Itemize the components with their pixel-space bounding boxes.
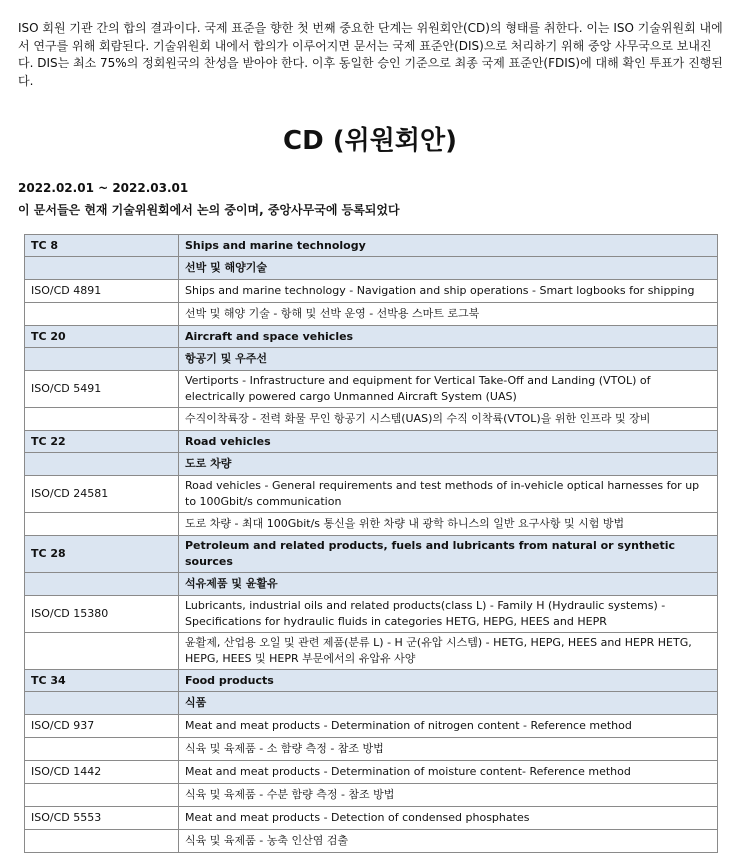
- document-title-ko: 윤활제, 산업용 오일 및 관련 제품(분류 L) - H 군(유압 시스템) - HETG, HEPG, HEES and HEPR HETG, HEPG, HEES 및 HEPR 부문에서의 유압유 사양: [179, 633, 718, 670]
- document-id: ISO/CD 937: [25, 715, 179, 738]
- document-korean-row: [25, 784, 718, 807]
- committee-name-en: Aircraft and space vehicles: [179, 326, 718, 348]
- empty-cell: [25, 573, 179, 596]
- committee-row: [25, 536, 718, 573]
- committee-code: TC 22: [25, 431, 179, 453]
- document-title-en: Meat and meat products - Determination of moisture content- Reference method: [179, 761, 718, 784]
- document-id: ISO/CD 1442: [25, 761, 179, 784]
- committee-name-en: Food products: [179, 670, 718, 692]
- committee-code: TC 20: [25, 326, 179, 348]
- document-title-en: Vertiports - Infrastructure and equipment for Vertical Take-Off and Landing (VTOL) of electrically powered cargo Unmanned Aircraft System (UAS): [179, 371, 718, 408]
- committee-row: [25, 235, 718, 257]
- document-title-ko: 수직이착륙장 - 전력 화물 무인 항공기 시스템(UAS)의 수직 이착륙(VTOL)을 위한 인프라 및 장비: [179, 408, 718, 431]
- document-row: [25, 371, 718, 408]
- empty-cell: [25, 633, 179, 670]
- committee-korean-row: [25, 348, 718, 371]
- document-title-en: Meat and meat products - Detection of condensed phosphates: [179, 807, 718, 830]
- empty-cell: [25, 784, 179, 807]
- document-row: [25, 476, 718, 513]
- document-id: ISO/CD 24581: [25, 476, 179, 513]
- committee-korean-row: [25, 573, 718, 596]
- committee-name-ko: 식품: [179, 692, 718, 715]
- empty-cell: [25, 738, 179, 761]
- intro-paragraph: ISO 회원 기관 간의 합의 결과이다. 국제 표준을 향한 첫 번째 중요한 단계는 위원회안(CD)의 형태를 취한다. 이는 ISO 기술위원회 내에서 연구를 위해 회람된다. 기술위원회 내에서 합의가 이루어지면 문서는 국제 표준안(DIS)으로 처리하기 위해 중앙 사무국으로 보내진다. DIS는 최소 75%의 정회원국의 찬성을 받아야 한다. 이후 동일한 승인 기준으로 최종 국제 표준안(FDIS)에 대해 확인 투표가 진행된다.: [18, 21, 723, 88]
- committee-korean-row: [25, 257, 718, 280]
- document-korean-row: [25, 738, 718, 761]
- document-title-ko: 식육 및 육제품 - 수분 함량 측정 - 참조 방법: [179, 784, 718, 807]
- document-title-en: Meat and meat products - Determination of nitrogen content - Reference method: [179, 715, 718, 738]
- document-id: ISO/CD 5553: [25, 807, 179, 830]
- document-title-en: Ships and marine technology - Navigation and ship operations - Smart logbooks for shipping: [179, 280, 718, 303]
- document-title-ko: 선박 및 해양 기술 - 항해 및 선박 운영 - 선박용 스마트 로그북: [179, 303, 718, 326]
- empty-cell: [25, 453, 179, 476]
- document-korean-row: [25, 513, 718, 536]
- committee-code: TC 34: [25, 670, 179, 692]
- document-id: ISO/CD 4891: [25, 280, 179, 303]
- committee-name-ko: 도로 차량: [179, 453, 718, 476]
- document-id: ISO/CD 5491: [25, 371, 179, 408]
- document-row: [25, 807, 718, 830]
- empty-cell: [25, 348, 179, 371]
- document-row: [25, 715, 718, 738]
- committee-code: TC 28: [25, 536, 179, 573]
- date-range: 2022.02.01 ~ 2022.03.01: [18, 181, 189, 195]
- empty-cell: [25, 692, 179, 715]
- empty-cell: [25, 513, 179, 536]
- document-korean-row: [25, 633, 718, 670]
- empty-cell: [25, 830, 179, 853]
- committee-name-en: Road vehicles: [179, 431, 718, 453]
- committee-row: [25, 431, 718, 453]
- status-note: 이 문서들은 현재 기술위원회에서 논의 중이며, 중앙사무국에 등록되었다: [18, 203, 400, 217]
- empty-cell: [25, 408, 179, 431]
- document-korean-row: [25, 303, 718, 326]
- cd-documents-table: [24, 234, 718, 853]
- committee-row: [25, 326, 718, 348]
- committee-name-en: Ships and marine technology: [179, 235, 718, 257]
- document-title-ko: 식육 및 육제품 - 농축 인산염 검출: [179, 830, 718, 853]
- committee-name-ko: 선박 및 해양기술: [179, 257, 718, 280]
- document-row: [25, 280, 718, 303]
- committee-korean-row: [25, 453, 718, 476]
- document-korean-row: [25, 830, 718, 853]
- document-title-en: Road vehicles - General requirements and test methods of in-vehicle optical harnesses for up to 100Gbit/s communication: [179, 476, 718, 513]
- committee-korean-row: [25, 692, 718, 715]
- page-title: CD (위원회안): [283, 126, 457, 156]
- empty-cell: [25, 257, 179, 280]
- document-korean-row: [25, 408, 718, 431]
- committee-name-ko: 석유제품 및 윤활유: [179, 573, 718, 596]
- committee-code: TC 8: [25, 235, 179, 257]
- document-id: ISO/CD 15380: [25, 596, 179, 633]
- committee-name-ko: 항공기 및 우주선: [179, 348, 718, 371]
- empty-cell: [25, 303, 179, 326]
- document-title-ko: 식육 및 육제품 - 소 함량 측정 - 참조 방법: [179, 738, 718, 761]
- document-row: [25, 761, 718, 784]
- document-title-ko: 도로 차량 - 최대 100Gbit/s 통신을 위한 차량 내 광학 하니스의 일반 요구사항 및 시험 방법: [179, 513, 718, 536]
- document-title-en: Lubricants, industrial oils and related products(class L) - Family H (Hydraulic systems) - Specifications for hydraulic fluids in categories HETG, HEPG, HEES and HEPR: [179, 596, 718, 633]
- committee-name-en: Petroleum and related products, fuels and lubricants from natural or synthetic sources: [179, 536, 718, 573]
- document-row: [25, 596, 718, 633]
- committee-row: [25, 670, 718, 692]
